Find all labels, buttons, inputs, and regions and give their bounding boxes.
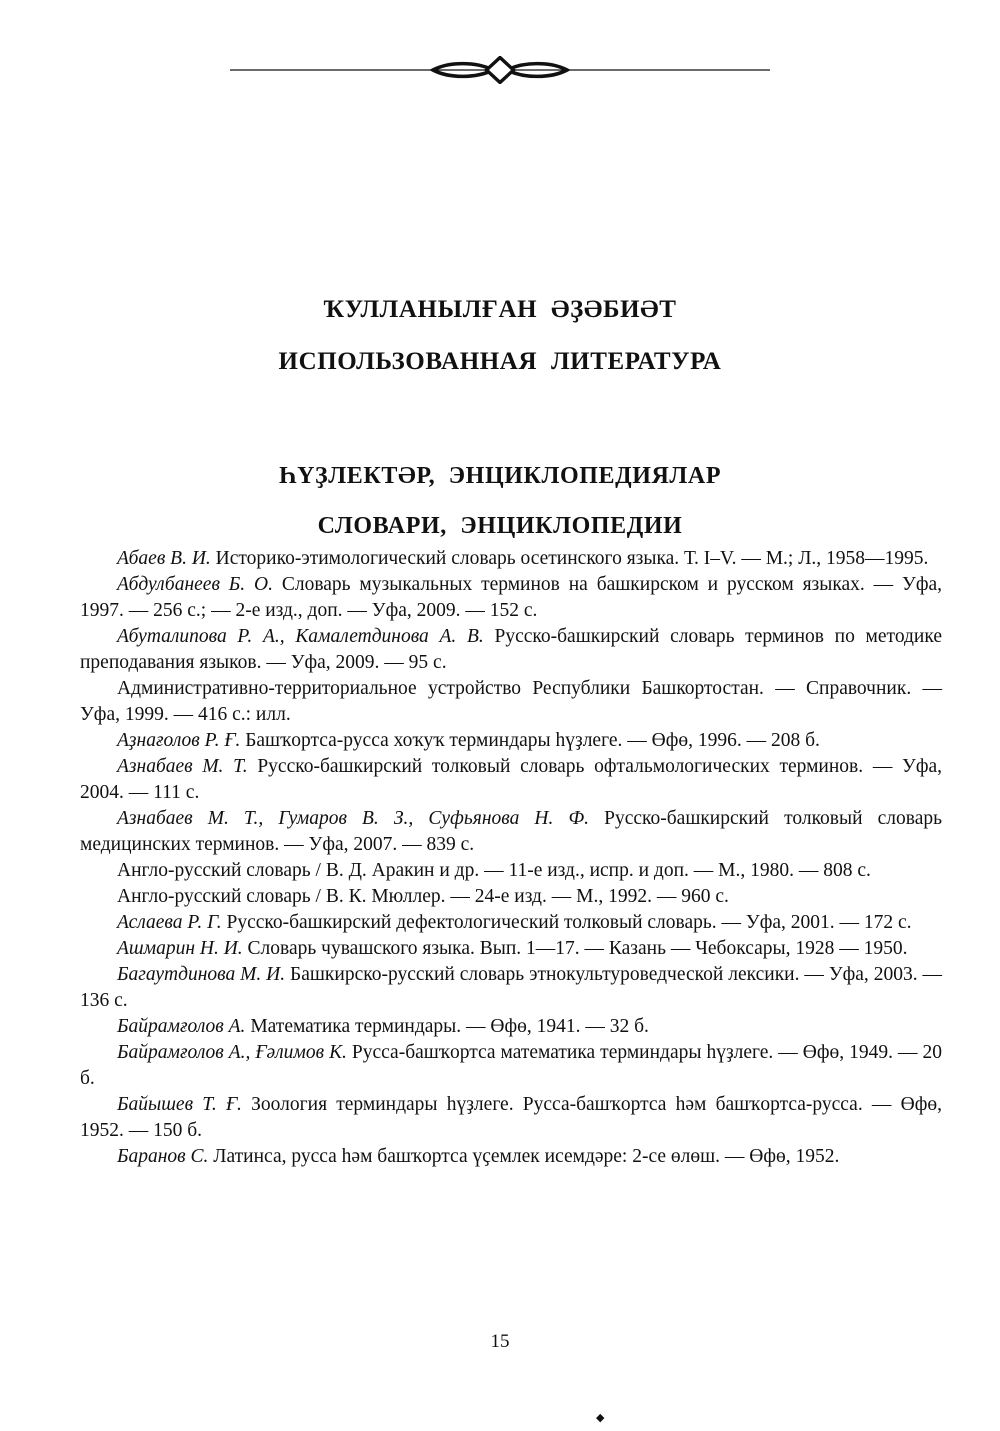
- section-heading: [0, 451, 1000, 551]
- page-title-bashkir: ҠУЛЛАНЫЛҒАН ӘҘӘБИӘТ: [323, 296, 677, 323]
- entry-author: Азнабаев М. Т.: [117, 756, 258, 777]
- entry-author: Байрамғолов А.: [117, 1016, 251, 1037]
- entry-author: Аҙнағолов Р. Ғ.: [117, 730, 246, 751]
- entry-text: Словарь чувашского языка. Вып. 1—17. — Казань — Чебоксары, 1928 — 1950.: [247, 938, 908, 959]
- ornamental-divider: [0, 56, 1000, 89]
- entry-author: Азнабаев М. Т., Гумаров В. З., Суфьянова Н. Ф.: [117, 808, 605, 829]
- section-heading-bashkir: ҺҮҘЛЕКТӘР, ЭНЦИКЛОПЕДИЯЛАР: [278, 463, 722, 489]
- page-number: 15: [490, 1331, 510, 1352]
- entry-text: Русско-башкирский дефектологический толковый словарь. — Уфа, 2001. — 172 с.: [226, 912, 912, 933]
- page-title: [0, 284, 1000, 388]
- entry-text: Русса-башҡортса математика терминдары һүҙлеге. — Өфө, 1949. — 20 б.: [80, 1042, 942, 1089]
- entry-text: Зоология терминдары һүҙлеге. Русса-башҡортса һәм башҡортса-русса. — Өфө, 1952. — 150 б.: [80, 1094, 942, 1141]
- entry-text: Русско-башкирский словарь терминов по методике преподавания языков. — Уфа, 2009. — 95 с.: [80, 626, 943, 673]
- bibliography-entry: [80, 962, 942, 1014]
- bibliography-entry: [80, 572, 942, 624]
- entry-text: Административно-территориальное устройство Республики Башкортостан. — Справочник. — Уфа, 1999. — 416 с.: илл.: [80, 678, 942, 725]
- bibliography-entry: [80, 910, 942, 936]
- bibliography-entry: [80, 806, 942, 858]
- entry-text: Башҡортса-русса хоҡуҡ терминдары һүҙлеге. — Өфө, 1996. — 208 б.: [245, 730, 820, 751]
- bibliography-entry: [80, 858, 942, 884]
- bibliography-entry: [80, 546, 942, 572]
- diamond-mark: ◆: [596, 1412, 605, 1424]
- bibliography-entry: [80, 884, 942, 910]
- entry-author: Байышев Т. Ғ.: [117, 1094, 252, 1115]
- entry-text: Башкирско-русский словарь этнокультуроведческой лексики. — Уфа, 2003. — 136 с.: [80, 964, 942, 1011]
- entry-author: Абуталипова Р. А., Камалетдинова А. В.: [117, 626, 495, 647]
- bibliography-entry: [80, 1014, 942, 1040]
- bibliography-entry: [80, 754, 942, 806]
- entry-author: Багаутдинова М. И.: [117, 964, 291, 985]
- entry-text: Англо-русский словарь / В. Д. Аракин и др. — 11-е изд., испр. и доп. — М., 1980. — 808 с.: [117, 860, 871, 881]
- fleuron-divider-icon: [230, 56, 770, 84]
- bibliography-entry: [80, 1092, 942, 1144]
- bibliography-list: [80, 546, 942, 1170]
- bibliography-entry: [80, 728, 942, 754]
- entry-text: Словарь музыкальных терминов на башкирском и русском языках. — Уфа, 1997. — 256 с.; — 2-е изд., доп. — Уфа, 2009. — 152 с.: [80, 574, 942, 621]
- entry-author: Абдулбанеев Б. О.: [117, 574, 282, 595]
- entry-text: Математика терминдары. — Өфө, 1941. — 32 б.: [250, 1016, 649, 1037]
- bibliography-entry: [80, 1144, 942, 1170]
- entry-text: Русско-башкирский толковый словарь медицинских терминов. — Уфа, 2007. — 839 с.: [80, 808, 943, 855]
- entry-text: Англо-русский словарь / В. К. Мюллер. — 24-е изд. — М., 1992. — 960 с.: [117, 886, 729, 907]
- entry-text: Латинса, русса һәм башҡортса үҫемлек исемдәре: 2-се өлөш. — Өфө, 1952.: [213, 1146, 840, 1167]
- bibliography-entry: [80, 676, 942, 728]
- entry-author: Баранов С.: [117, 1146, 214, 1167]
- entry-author: Аслаева Р. Г.: [117, 912, 227, 933]
- entry-author: Байрамғолов А., Ғәлимов К.: [117, 1042, 352, 1063]
- section-heading-russian: СЛОВАРИ, ЭНЦИКЛОПЕДИИ: [317, 513, 683, 539]
- bibliography-entry: [80, 1040, 942, 1092]
- bibliography-entry: [80, 624, 942, 676]
- entry-text: Русско-башкирский толковый словарь офтальмологических терминов. — Уфа, 2004. — 111 с.: [80, 756, 942, 803]
- entry-text: Историко-этимологический словарь осетинского языка. Т. I–V. — М.; Л., 1958—1995.: [215, 548, 929, 569]
- entry-author: Ашмарин Н. И.: [117, 938, 248, 959]
- bibliography-entry: [80, 936, 942, 962]
- entry-author: Абаев В. И.: [117, 548, 216, 569]
- page-title-russian: ИСПОЛЬЗОВАННАЯ ЛИТЕРАТУРА: [278, 348, 722, 375]
